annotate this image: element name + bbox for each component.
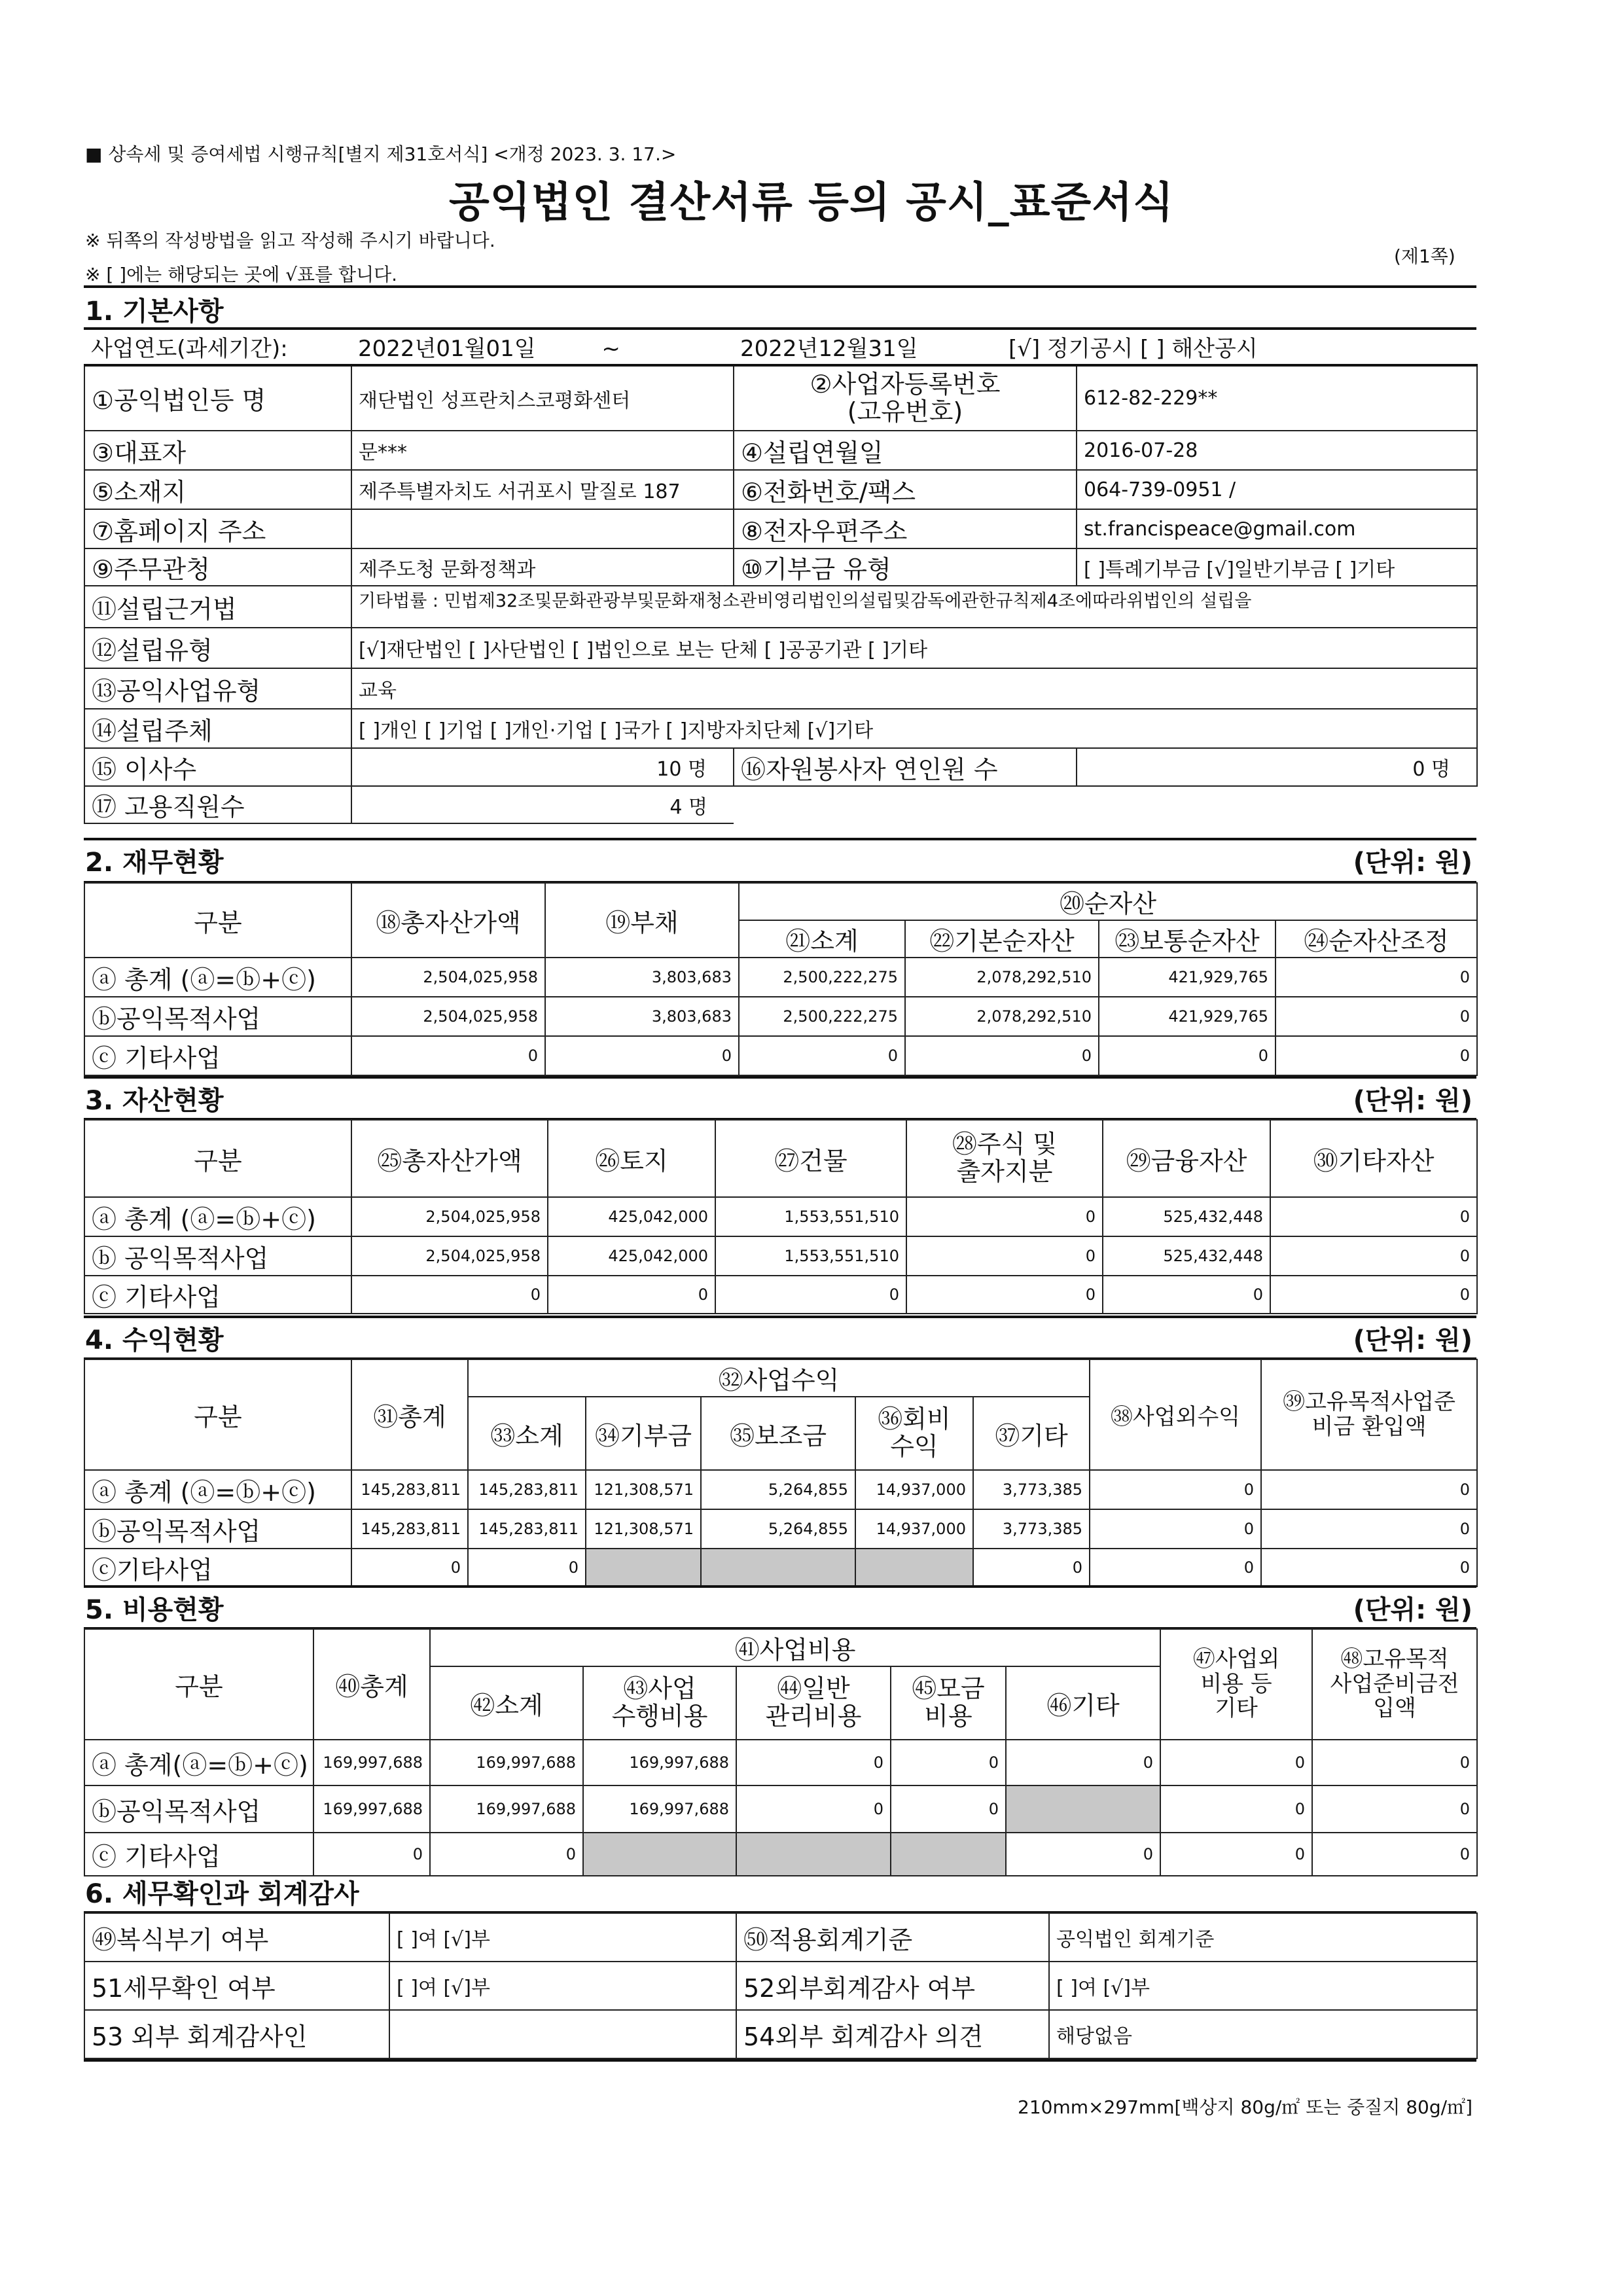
cell: 0 xyxy=(1160,1833,1312,1876)
period-end: 2022년12월31일 xyxy=(740,335,918,362)
cell-disabled xyxy=(586,1549,701,1587)
row-label: ⓑ 공익목적사업 xyxy=(84,1236,351,1276)
cell: 169,997,688 xyxy=(313,1785,430,1833)
cell: 169,997,688 xyxy=(430,1740,583,1785)
cell: 0 xyxy=(1312,1740,1477,1785)
cell: 425,042,000 xyxy=(548,1236,715,1276)
cell: 0 xyxy=(1275,1036,1477,1075)
asset-status-table xyxy=(84,1119,1478,1314)
cell: 0 xyxy=(313,1833,430,1876)
col-stocks: ㉘주식 및 출자지분 xyxy=(906,1120,1103,1197)
cell: 2,504,025,958 xyxy=(351,1236,548,1276)
period-label: 사업연도(과세기간): xyxy=(91,335,288,362)
auditor-value xyxy=(389,2010,736,2058)
cell: 0 xyxy=(1312,1833,1477,1876)
col-subtotal: ㉝소계 xyxy=(468,1397,586,1470)
cell: 0 xyxy=(548,1276,715,1314)
cell: 0 xyxy=(891,1740,1006,1785)
row-label: ⓐ 총계(ⓐ=ⓑ+ⓒ) xyxy=(84,1740,313,1785)
cell: 2,504,025,958 xyxy=(351,958,545,997)
table-row xyxy=(84,1549,1477,1587)
cell-disabled xyxy=(736,1833,891,1876)
cell-disabled xyxy=(583,1833,736,1876)
cell: 0 xyxy=(739,1036,905,1075)
cell: 2,500,222,275 xyxy=(739,997,905,1036)
table-row xyxy=(84,1236,1477,1276)
cell: 0 xyxy=(468,1549,586,1587)
col-business-revenue: ㉜사업수익 xyxy=(468,1359,1090,1397)
table-row xyxy=(84,1470,1477,1509)
cell: 0 xyxy=(351,1036,545,1075)
cell: 121,308,571 xyxy=(586,1470,701,1509)
cell: 425,042,000 xyxy=(548,1197,715,1236)
bookkeeping-label: ㊾복식부기 여부 xyxy=(84,1913,389,1962)
cell: 525,432,448 xyxy=(1103,1197,1270,1236)
period-row xyxy=(84,329,1477,365)
cell: 0 xyxy=(1099,1036,1275,1075)
phone-label: ⑥전화번호/팩스 xyxy=(734,470,1077,509)
cell: 0 xyxy=(891,1785,1006,1833)
audit-opinion-value: 해당없음 xyxy=(1049,2010,1477,2058)
cell: 0 xyxy=(351,1276,548,1314)
col-general-admin-cost: ㊹일반 관리비용 xyxy=(736,1666,891,1740)
col-business-expense: ㊶사업비용 xyxy=(430,1629,1160,1666)
row-label: ⓑ공익목적사업 xyxy=(84,1509,351,1549)
employees-value: 4 명 xyxy=(351,786,734,823)
accounting-std-label: ㊿적용회계기준 xyxy=(736,1913,1049,1962)
directors-label: ⑮ 이사수 xyxy=(84,748,351,786)
rep-label: ③대표자 xyxy=(84,431,351,470)
col-gubun: 구분 xyxy=(84,1120,351,1197)
cell: 145,283,811 xyxy=(351,1509,468,1549)
tax-confirm-value: [ ]여 [√]부 xyxy=(389,1962,736,2010)
est-date-label: ④설립연월일 xyxy=(734,431,1077,470)
cell: 0 xyxy=(1090,1509,1261,1549)
col-net-assets: ⑳순자산 xyxy=(739,883,1477,920)
cell: 145,283,811 xyxy=(468,1509,586,1549)
cell: 0 xyxy=(715,1276,906,1314)
tax-audit-table xyxy=(84,1912,1478,2059)
col-building: ㉗건물 xyxy=(715,1120,906,1197)
tax-confirm-label: 51세무확인 여부 xyxy=(84,1962,389,2010)
accounting-std-value: 공익법인 회계기준 xyxy=(1049,1913,1477,1962)
page-title: 공익법인 결산서류 등의 공시_표준서식 xyxy=(448,179,1175,227)
col-gubun: 구분 xyxy=(84,883,351,958)
cell: 3,803,683 xyxy=(545,997,739,1036)
est-type-label: ⑫설립유형 xyxy=(84,628,351,668)
col-donations: ㉞기부금 xyxy=(586,1397,701,1470)
col-liabilities: ⑲부채 xyxy=(545,883,739,958)
col-gubun: 구분 xyxy=(84,1359,351,1470)
col-net-asset-adj: ㉔순자산조정 xyxy=(1275,920,1477,958)
col-membership: ㊱회비 수익 xyxy=(855,1397,973,1470)
section-4-title: 4. 수익현황 xyxy=(85,1325,224,1355)
cell: 421,929,765 xyxy=(1099,997,1275,1036)
cell: 0 xyxy=(906,1236,1103,1276)
cell: 0 xyxy=(351,1549,468,1587)
table-row xyxy=(84,958,1477,997)
col-operation-cost: ㊸사업 수행비용 xyxy=(583,1666,736,1740)
address-value: 제주특별자치도 서귀포시 말질로 187 xyxy=(351,470,734,509)
cell: 0 xyxy=(1090,1549,1261,1587)
unit-label: (단위: 원) xyxy=(1353,1595,1472,1625)
authority-label: ⑨주무관청 xyxy=(84,548,351,586)
row-label: ⓒ 기타사업 xyxy=(84,1276,351,1314)
col-other-assets: ㉚기타자산 xyxy=(1270,1120,1477,1197)
unit-label: (단위: 원) xyxy=(1353,1325,1472,1355)
cell: 0 xyxy=(1261,1509,1477,1549)
cell: 2,500,222,275 xyxy=(739,958,905,997)
cell-disabled xyxy=(1006,1785,1160,1833)
public-biz-type-value: 교육 xyxy=(351,668,1477,709)
directors-value: 10 명 xyxy=(351,748,734,786)
cell: 0 xyxy=(1270,1197,1477,1236)
row-label: ⓑ공익목적사업 xyxy=(84,997,351,1036)
cell: 5,264,855 xyxy=(701,1509,855,1549)
cell: 169,997,688 xyxy=(583,1740,736,1785)
cell: 14,937,000 xyxy=(855,1509,973,1549)
cell-disabled xyxy=(855,1549,973,1587)
external-audit-label: 52외부회계감사 여부 xyxy=(736,1962,1049,2010)
bookkeeping-value: [ ]여 [√]부 xyxy=(389,1913,736,1962)
row-label: ⓐ 총계 (ⓐ=ⓑ+ⓒ) xyxy=(84,1197,351,1236)
col-financial-assets: ㉙금융자산 xyxy=(1103,1120,1270,1197)
legal-basis-value: 기타법률 : 민법제32조및문화관광부및문화재청소관비영리법인의설립및감독에관한규칙제4조에따라위법인의 설립을 xyxy=(351,586,1477,628)
table-row xyxy=(84,1036,1477,1075)
table-row xyxy=(84,1197,1477,1236)
period-tilde: ~ xyxy=(601,335,620,362)
cell: 0 xyxy=(430,1833,583,1876)
rep-value: 문*** xyxy=(351,431,734,470)
section-1-title: 1. 기본사항 xyxy=(85,296,224,327)
public-biz-type-label: ⑬공익사업유형 xyxy=(84,668,351,709)
table-row xyxy=(84,1740,1477,1785)
cell: 525,432,448 xyxy=(1103,1236,1270,1276)
founder-value: [ ]개인 [ ]기업 [ ]개인·기업 [ ]국가 [ ]지방자치단체 [√]기타 xyxy=(351,709,1477,748)
divider xyxy=(84,285,1476,288)
cell: 2,078,292,510 xyxy=(905,997,1099,1036)
phone-value: 064-739-0951 / xyxy=(1077,470,1477,509)
cell: 0 xyxy=(1261,1549,1477,1587)
cell: 2,504,025,958 xyxy=(351,997,545,1036)
cell: 0 xyxy=(1006,1833,1160,1876)
table-row xyxy=(84,997,1477,1036)
audit-opinion-label: 54외부 회계감사 의견 xyxy=(736,2010,1049,2058)
cell: 0 xyxy=(1312,1785,1477,1833)
founder-label: ⑭설립주체 xyxy=(84,709,351,748)
cell: 145,283,811 xyxy=(351,1470,468,1509)
cell: 0 xyxy=(545,1036,739,1075)
cell: 0 xyxy=(1160,1785,1312,1833)
cell: 0 xyxy=(1275,997,1477,1036)
org-name-value: 재단법인 성프란치스코평화센터 xyxy=(351,365,734,431)
legal-basis-label: ⑪설립근거법 xyxy=(84,586,351,628)
cell: 0 xyxy=(1270,1276,1477,1314)
unit-label: (단위: 원) xyxy=(1353,848,1472,878)
cell: 14,937,000 xyxy=(855,1470,973,1509)
instruction-note-2: ※ [ ]에는 해당되는 곳에 √표를 합니다. xyxy=(85,264,398,285)
revenue-status-table xyxy=(84,1359,1478,1587)
cell: 169,997,688 xyxy=(313,1740,430,1785)
table-row xyxy=(84,1785,1477,1833)
cell: 0 xyxy=(1090,1470,1261,1509)
cell: 2,078,292,510 xyxy=(905,958,1099,997)
col-total: ㊵총계 xyxy=(313,1629,430,1740)
cell: 2,504,025,958 xyxy=(351,1197,548,1236)
section-6-title: 6. 세무확인과 회계감사 xyxy=(85,1879,359,1909)
col-other: ㊻기타 xyxy=(1006,1666,1160,1740)
cell: 0 xyxy=(736,1785,891,1833)
col-subtotal: ㉑소계 xyxy=(739,920,905,958)
cell: 0 xyxy=(1275,958,1477,997)
col-reserve-transfer: ㊽고유목적 사업준비금전 입액 xyxy=(1312,1629,1477,1740)
section-5-title: 5. 비용현황 xyxy=(85,1595,224,1625)
address-label: ⑤소재지 xyxy=(84,470,351,509)
est-date-value: 2016-07-28 xyxy=(1077,431,1477,470)
period-start: 2022년01월01일 xyxy=(358,335,536,362)
section-2-title: 2. 재무현황 xyxy=(85,848,224,878)
cell: 0 xyxy=(1103,1276,1270,1314)
cell: 3,773,385 xyxy=(973,1470,1090,1509)
email-value: st.francispeace@gmail.com xyxy=(1077,509,1477,548)
col-non-business-expense: ㊼사업외 비용 등 기타 xyxy=(1160,1629,1312,1740)
row-label: ⓑ공익목적사업 xyxy=(84,1785,313,1833)
homepage-value xyxy=(351,509,734,548)
col-gubun: 구분 xyxy=(84,1629,313,1740)
org-name-label: ①공익법인등 명 xyxy=(84,365,351,431)
homepage-label: ⑦홈페이지 주소 xyxy=(84,509,351,548)
row-label: ⓐ 총계 (ⓐ=ⓑ+ⓒ) xyxy=(84,958,351,997)
instruction-note-1: ※ 뒤쪽의 작성방법을 읽고 작성해 주시기 바랍니다. xyxy=(85,230,495,251)
col-total-assets: ⑱총자산가액 xyxy=(351,883,545,958)
external-audit-value: [ ]여 [√]부 xyxy=(1049,1962,1477,2010)
cell: 169,997,688 xyxy=(430,1785,583,1833)
col-reserve-reversal: ㊴고유목적사업준 비금 환입액 xyxy=(1261,1359,1477,1470)
cell: 0 xyxy=(906,1276,1103,1314)
section-3-title: 3. 자산현황 xyxy=(85,1086,224,1116)
cell: 0 xyxy=(1160,1740,1312,1785)
cell: 3,773,385 xyxy=(973,1509,1090,1549)
biz-reg-value: 612-82-229** xyxy=(1077,365,1477,431)
donation-type-label: ⑩기부금 유형 xyxy=(734,548,1077,586)
table-row xyxy=(84,1833,1477,1876)
basic-info-table xyxy=(84,329,1478,824)
page-number: (제1쪽) xyxy=(1394,245,1455,267)
cell-disabled xyxy=(701,1549,855,1587)
col-non-business-revenue: ㊳사업외수익 xyxy=(1090,1359,1261,1470)
unit-label: (단위: 원) xyxy=(1353,1086,1472,1116)
authority-value: 제주도청 문화정책과 xyxy=(351,548,734,586)
cell: 121,308,571 xyxy=(586,1509,701,1549)
col-subsidies: ㉟보조금 xyxy=(701,1397,855,1470)
col-total: ㉛총계 xyxy=(351,1359,468,1470)
cell: 5,264,855 xyxy=(701,1470,855,1509)
cell: 0 xyxy=(736,1740,891,1785)
col-basic-net-assets: ㉒기본순자산 xyxy=(905,920,1099,958)
row-label: ⓐ 총계 (ⓐ=ⓑ+ⓒ) xyxy=(84,1470,351,1509)
volunteers-label: ⑯자원봉사자 연인원 수 xyxy=(734,748,1077,786)
expense-status-table xyxy=(84,1628,1478,1876)
law-reference: ■ 상속세 및 증여세법 시행규칙[별지 제31호서식] <개정 2023. 3. 17.> xyxy=(85,143,677,165)
donation-type-value: [ ]특례기부금 [√]일반기부금 [ ]기타 xyxy=(1077,548,1477,586)
cell: 3,803,683 xyxy=(545,958,739,997)
paper-spec-footer: 210mm×297mm[백상지 80g/㎡ 또는 중질지 80g/㎡] xyxy=(1018,2096,1472,2118)
est-type-value: [√]재단법인 [ ]사단법인 [ ]법인으로 보는 단체 [ ]공공기관 [ ]기타 xyxy=(351,628,1477,668)
col-land: ㉖토지 xyxy=(548,1120,715,1197)
row-label: ⓒ기타사업 xyxy=(84,1549,351,1587)
row-label: ⓒ 기타사업 xyxy=(84,1833,313,1876)
cell: 0 xyxy=(1006,1740,1160,1785)
volunteers-value: 0 명 xyxy=(1077,748,1477,786)
cell: 169,997,688 xyxy=(583,1785,736,1833)
row-label: ⓒ 기타사업 xyxy=(84,1036,351,1075)
col-ordinary-net-assets: ㉓보통순자산 xyxy=(1099,920,1275,958)
cell: 1,553,551,510 xyxy=(715,1236,906,1276)
email-label: ⑧전자우편주소 xyxy=(734,509,1077,548)
cell: 0 xyxy=(973,1549,1090,1587)
disclosure-type: [√] 정기공시 [ ] 해산공시 xyxy=(1008,335,1258,362)
cell: 0 xyxy=(905,1036,1099,1075)
cell: 421,929,765 xyxy=(1099,958,1275,997)
auditor-label: 53 외부 회계감사인 xyxy=(84,2010,389,2058)
financial-status-table xyxy=(84,882,1478,1076)
col-fundraising-cost: ㊺모금 비용 xyxy=(891,1666,1006,1740)
table-row xyxy=(84,1276,1477,1314)
cell: 145,283,811 xyxy=(468,1470,586,1509)
employees-label: ⑰ 고용직원수 xyxy=(84,786,351,823)
cell: 1,553,551,510 xyxy=(715,1197,906,1236)
cell: 0 xyxy=(906,1197,1103,1236)
table-row xyxy=(84,1509,1477,1549)
cell: 0 xyxy=(1270,1236,1477,1276)
col-other: ㊲기타 xyxy=(973,1397,1090,1470)
col-subtotal: ㊷소계 xyxy=(430,1666,583,1740)
col-total-assets: ㉕총자산가액 xyxy=(351,1120,548,1197)
biz-reg-label: ②사업자등록번호 (고유번호) xyxy=(734,365,1077,431)
cell: 0 xyxy=(1261,1470,1477,1509)
cell-disabled xyxy=(891,1833,1006,1876)
